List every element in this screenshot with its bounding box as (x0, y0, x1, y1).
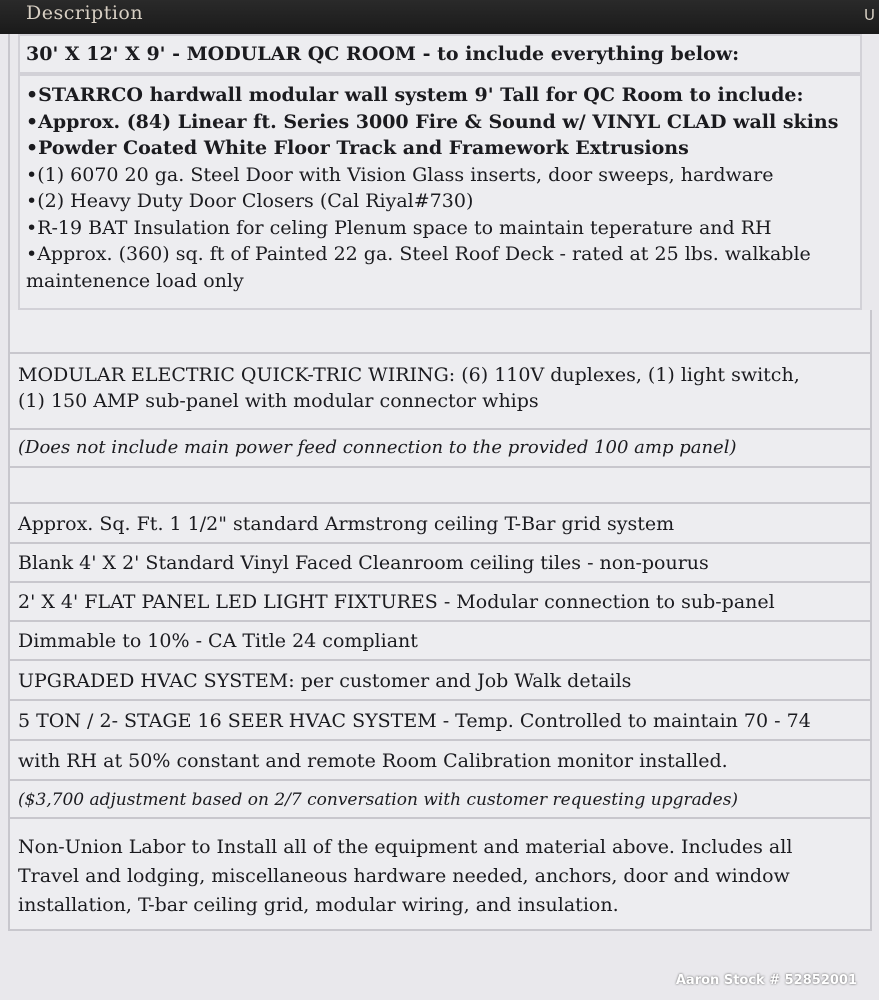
spec-text: Approx. Sq. Ft. 1 1/2" standard Armstrong ceiling T-Bar grid system (18, 513, 675, 535)
electric-note: (Does not include main power feed connection to the provided 100 amp panel) (18, 437, 737, 458)
spec-row (10, 544, 872, 583)
labor-line: installation, T-bar ceiling grid, modular wiring, and insulation. (18, 894, 619, 916)
spec-text: Dimmable to 10% - CA Title 24 compliant (18, 630, 418, 652)
bullet-item: •STARRCO hardwall modular wall system 9' Tall for QC Room to include: (26, 84, 804, 106)
bullet-item: •Powder Coated White Floor Track and Framework Extrusions (26, 137, 689, 159)
spec-row (10, 661, 872, 701)
bullet-item: maintenence load only (26, 269, 244, 292)
spec-row (10, 701, 872, 741)
spec-row (10, 741, 872, 781)
spec-text: Blank 4' X 2' Standard Vinyl Faced Cleanroom ceiling tiles - non-pourus (18, 552, 709, 574)
adjustment-row (10, 781, 872, 819)
bullet-item: •Approx. (360) sq. ft of Painted 22 ga. Steel Roof Deck - rated at 25 lbs. walkable (26, 243, 811, 265)
description-header: Description (26, 2, 144, 24)
header-bar (0, 0, 879, 34)
spec-text: 5 TON / 2- STAGE 16 SEER HVAC SYSTEM - Temp. Controlled to maintain 70 - 74 (18, 710, 811, 732)
spec-text: with RH at 50% constant and remote Room Calibration monitor installed. (18, 750, 728, 772)
adjustment-text: ($3,700 adjustment based on 2/7 conversation with customer requesting upgrades) (18, 790, 739, 810)
header-corner-text: U (864, 6, 875, 24)
spec-row (10, 622, 872, 661)
labor-row (10, 819, 872, 931)
spec-row (10, 583, 872, 622)
empty-row (10, 310, 872, 354)
electric-row (10, 354, 872, 430)
room-heading-text: 30' X 12' X 9' - MODULAR QC ROOM - to include everything below: (26, 43, 740, 65)
bullet-item: •(2) Heavy Duty Door Closers (Cal Riyal#730) (26, 190, 474, 212)
electric-note-row (10, 430, 872, 468)
electric-line-2: (1) 150 AMP sub-panel with modular connector whips (18, 390, 539, 412)
electric-line-1: MODULAR ELECTRIC QUICK-TRIC WIRING: (6) 110V duplexes, (1) light switch, (18, 364, 800, 386)
description-table (8, 34, 872, 931)
bullet-item: •R-19 BAT Insulation for celing Plenum space to maintain teperature and RH (26, 216, 772, 239)
room-heading (18, 34, 862, 74)
bullet-item: •Approx. (84) Linear ft. Series 3000 Fire & Sound w/ VINYL CLAD wall skins (26, 110, 839, 133)
labor-line: Non-Union Labor to Install all of the equipment and material above. Includes all (18, 836, 793, 858)
empty-row (10, 468, 872, 504)
bullet-item: •(1) 6070 20 ga. Steel Door with Vision Glass inserts, door sweeps, hardware (26, 163, 774, 186)
spec-text: 2' X 4' FLAT PANEL LED LIGHT FIXTURES - Modular connection to sub-panel (18, 591, 775, 613)
labor-line: Travel and lodging, miscellaneous hardware needed, anchors, door and window (18, 865, 790, 887)
watermark-text: Aaron Stock # 52852001 (675, 973, 857, 988)
spec-row (10, 504, 872, 544)
wall-system-bullets (18, 74, 862, 310)
spec-text: UPGRADED HVAC SYSTEM: per customer and Job Walk details (18, 670, 632, 692)
